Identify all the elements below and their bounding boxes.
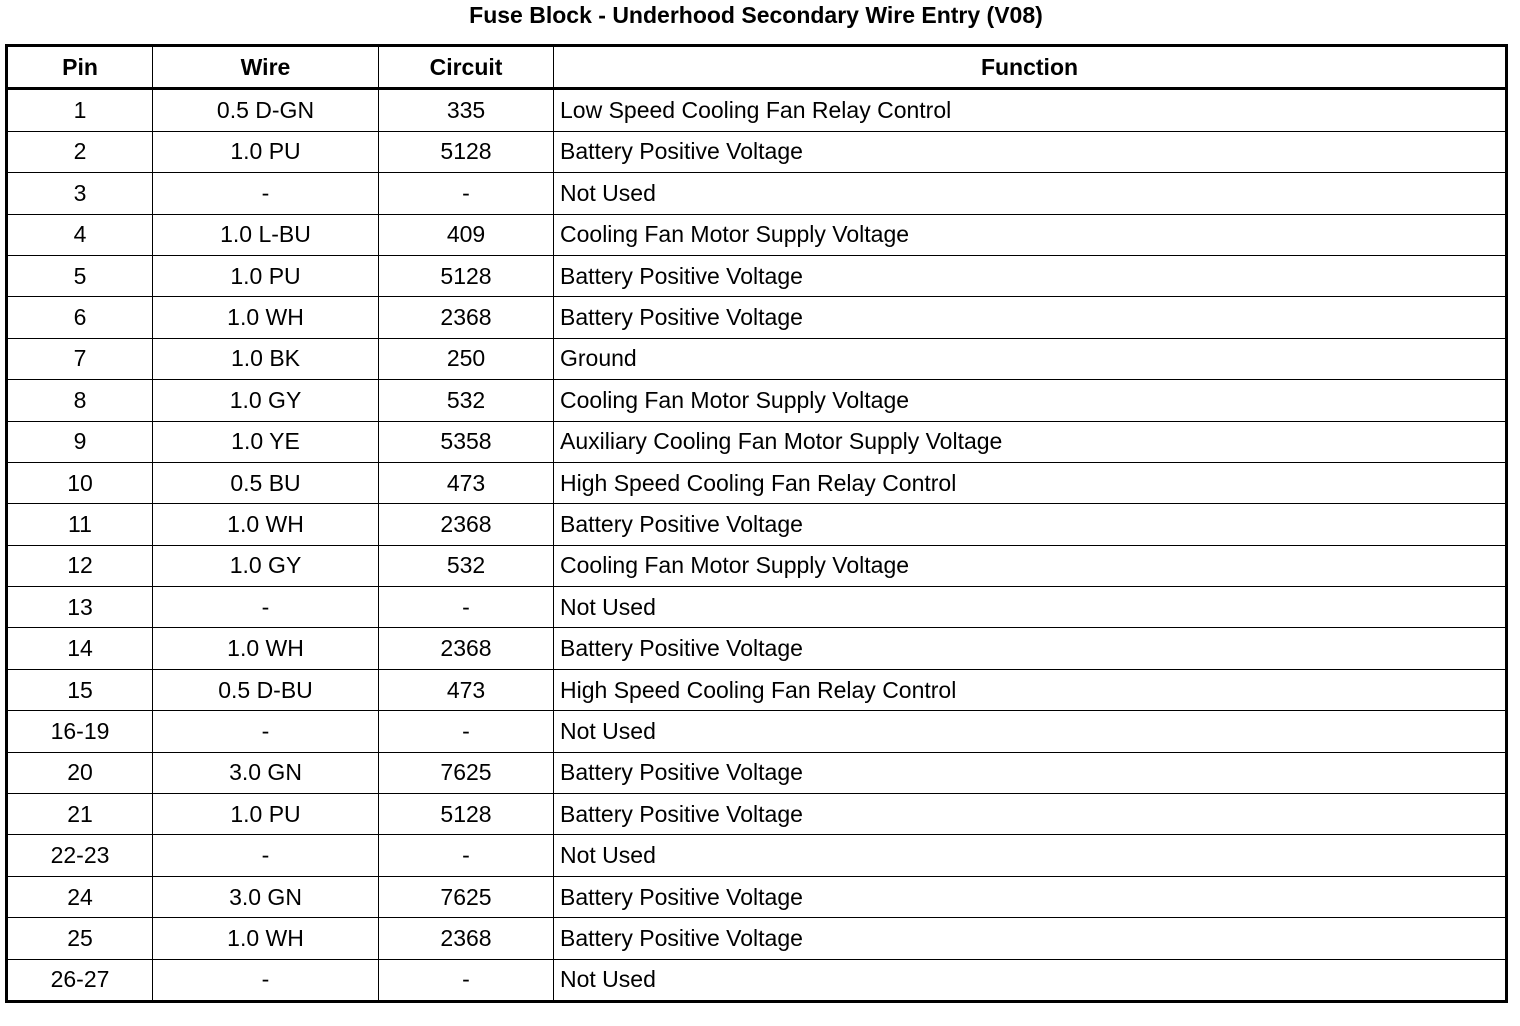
table-row: [7, 918, 1507, 959]
table-row: [7, 89, 1507, 131]
cell-function: Battery Positive Voltage: [554, 876, 1507, 917]
cell-function: Not Used: [554, 711, 1507, 752]
column-header-pin: Pin: [7, 46, 153, 89]
cell-pin: 10: [7, 462, 153, 503]
cell-circuit: 7625: [379, 876, 554, 917]
table-row: [7, 711, 1507, 752]
table-row: [7, 338, 1507, 379]
cell-function: Ground: [554, 338, 1507, 379]
cell-function: Battery Positive Voltage: [554, 297, 1507, 338]
cell-circuit: 532: [379, 380, 554, 421]
cell-wire: -: [153, 173, 379, 214]
cell-function: Battery Positive Voltage: [554, 628, 1507, 669]
cell-wire: 1.0 BK: [153, 338, 379, 379]
cell-pin: 13: [7, 587, 153, 628]
cell-circuit: 250: [379, 338, 554, 379]
cell-circuit: 532: [379, 545, 554, 586]
cell-function: High Speed Cooling Fan Relay Control: [554, 669, 1507, 710]
cell-circuit: -: [379, 835, 554, 876]
column-header-function: Function: [554, 46, 1507, 89]
cell-circuit: 5128: [379, 794, 554, 835]
cell-wire: 1.0 YE: [153, 421, 379, 462]
cell-circuit: 7625: [379, 752, 554, 793]
cell-wire: 1.0 WH: [153, 297, 379, 338]
cell-pin: 25: [7, 918, 153, 959]
cell-circuit: -: [379, 959, 554, 1001]
cell-wire: 1.0 WH: [153, 628, 379, 669]
cell-circuit: -: [379, 173, 554, 214]
cell-wire: 3.0 GN: [153, 752, 379, 793]
cell-function: Battery Positive Voltage: [554, 794, 1507, 835]
page-title: Fuse Block - Underhood Secondary Wire Entry (V08): [469, 2, 1043, 28]
cell-pin: 9: [7, 421, 153, 462]
cell-circuit: 2368: [379, 504, 554, 545]
cell-wire: 1.0 PU: [153, 131, 379, 172]
cell-circuit: 473: [379, 462, 554, 503]
table-row: [7, 421, 1507, 462]
cell-function: Not Used: [554, 587, 1507, 628]
cell-pin: 22-23: [7, 835, 153, 876]
cell-pin: 2: [7, 131, 153, 172]
table-row: [7, 131, 1507, 172]
column-header-wire: Wire: [153, 46, 379, 89]
cell-function: Battery Positive Voltage: [554, 752, 1507, 793]
table-row: [7, 380, 1507, 421]
cell-pin: 12: [7, 545, 153, 586]
cell-pin: 4: [7, 214, 153, 255]
cell-function: Not Used: [554, 835, 1507, 876]
cell-function: Low Speed Cooling Fan Relay Control: [554, 89, 1507, 131]
cell-pin: 8: [7, 380, 153, 421]
cell-pin: 15: [7, 669, 153, 710]
cell-circuit: 5128: [379, 131, 554, 172]
cell-pin: 3: [7, 173, 153, 214]
cell-function: Not Used: [554, 173, 1507, 214]
cell-pin: 1: [7, 89, 153, 131]
cell-function: High Speed Cooling Fan Relay Control: [554, 462, 1507, 503]
table-row: [7, 876, 1507, 917]
cell-circuit: 2368: [379, 297, 554, 338]
cell-pin: 24: [7, 876, 153, 917]
cell-function: Cooling Fan Motor Supply Voltage: [554, 545, 1507, 586]
table-row: [7, 835, 1507, 876]
cell-pin: 26-27: [7, 959, 153, 1001]
header-row: [7, 46, 1507, 89]
cell-wire: 0.5 D-BU: [153, 669, 379, 710]
cell-wire: -: [153, 959, 379, 1001]
cell-wire: 1.0 GY: [153, 545, 379, 586]
table-row: [7, 628, 1507, 669]
cell-wire: -: [153, 587, 379, 628]
cell-pin: 7: [7, 338, 153, 379]
cell-pin: 16-19: [7, 711, 153, 752]
cell-wire: -: [153, 711, 379, 752]
cell-function: Cooling Fan Motor Supply Voltage: [554, 380, 1507, 421]
cell-pin: 20: [7, 752, 153, 793]
cell-circuit: -: [379, 587, 554, 628]
cell-circuit: 5128: [379, 255, 554, 296]
cell-circuit: 5358: [379, 421, 554, 462]
cell-circuit: 473: [379, 669, 554, 710]
cell-wire: 1.0 L-BU: [153, 214, 379, 255]
cell-wire: 1.0 GY: [153, 380, 379, 421]
table-row: [7, 255, 1507, 296]
table-row: [7, 504, 1507, 545]
column-header-circuit: Circuit: [379, 46, 554, 89]
table-body: [7, 89, 1507, 1002]
cell-wire: 1.0 WH: [153, 918, 379, 959]
table-row: [7, 214, 1507, 255]
cell-wire: 3.0 GN: [153, 876, 379, 917]
cell-pin: 11: [7, 504, 153, 545]
cell-function: Battery Positive Voltage: [554, 504, 1507, 545]
table-row: [7, 173, 1507, 214]
cell-function: Battery Positive Voltage: [554, 255, 1507, 296]
cell-circuit: 409: [379, 214, 554, 255]
cell-wire: -: [153, 835, 379, 876]
cell-pin: 14: [7, 628, 153, 669]
cell-wire: 1.0 WH: [153, 504, 379, 545]
cell-function: Battery Positive Voltage: [554, 918, 1507, 959]
table-row: [7, 545, 1507, 586]
cell-pin: 21: [7, 794, 153, 835]
table-row: [7, 297, 1507, 338]
cell-function: Battery Positive Voltage: [554, 131, 1507, 172]
cell-function: Cooling Fan Motor Supply Voltage: [554, 214, 1507, 255]
table-row: [7, 752, 1507, 793]
pin-table: [5, 44, 1508, 1003]
cell-function: Not Used: [554, 959, 1507, 1001]
cell-circuit: 2368: [379, 628, 554, 669]
table-row: [7, 794, 1507, 835]
cell-wire: 0.5 BU: [153, 462, 379, 503]
table-row: [7, 462, 1507, 503]
cell-pin: 6: [7, 297, 153, 338]
table-row: [7, 587, 1507, 628]
cell-pin: 5: [7, 255, 153, 296]
cell-circuit: -: [379, 711, 554, 752]
cell-function: Auxiliary Cooling Fan Motor Supply Voltage: [554, 421, 1507, 462]
cell-wire: 0.5 D-GN: [153, 89, 379, 131]
table-row: [7, 669, 1507, 710]
cell-wire: 1.0 PU: [153, 794, 379, 835]
cell-circuit: 335: [379, 89, 554, 131]
cell-wire: 1.0 PU: [153, 255, 379, 296]
cell-circuit: 2368: [379, 918, 554, 959]
table-row: [7, 959, 1507, 1001]
